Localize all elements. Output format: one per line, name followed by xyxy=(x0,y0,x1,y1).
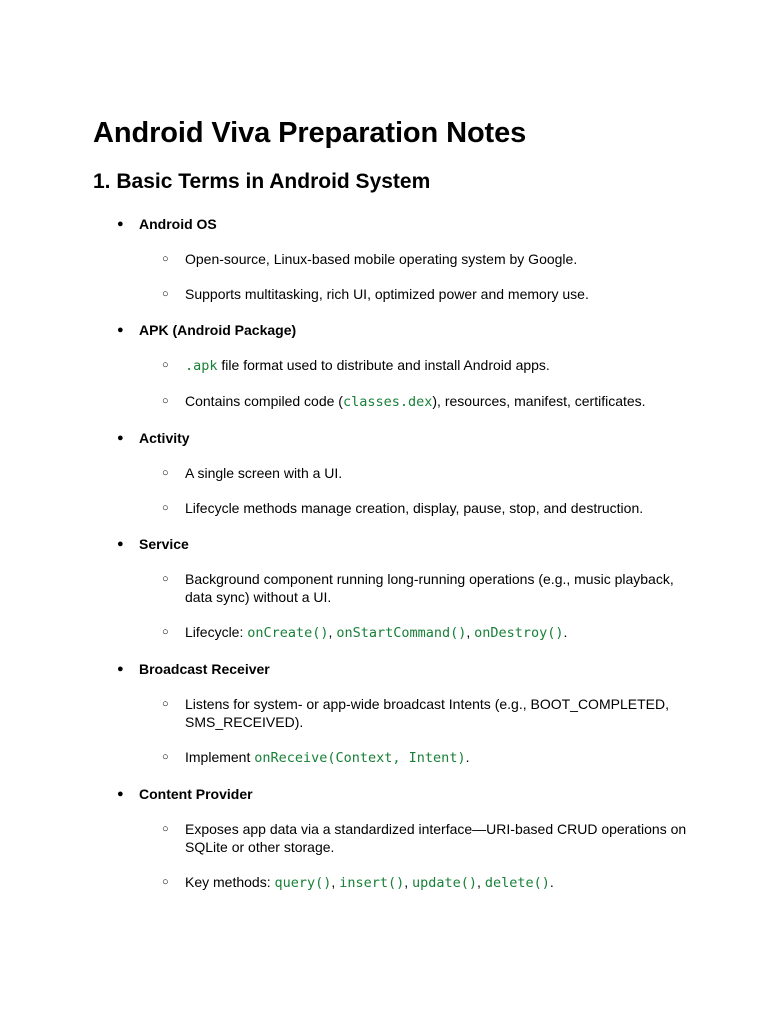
circle-bullet-icon: ○ xyxy=(162,288,169,300)
bullet-icon: ● xyxy=(117,538,124,550)
circle-bullet-icon: ○ xyxy=(162,751,169,763)
term-name: APK (Android Package) xyxy=(139,322,297,338)
sub-text: Supports multitasking, rich UI, optimized power and memory use. xyxy=(185,286,589,302)
term-item xyxy=(93,321,693,411)
inline-code: insert() xyxy=(339,875,405,891)
terms-list xyxy=(93,215,693,892)
term-heading xyxy=(93,215,693,233)
sub-item xyxy=(93,695,695,731)
term-heading xyxy=(93,429,693,447)
sub-list xyxy=(93,695,693,767)
sub-text: Background component running long-running operations (e.g., music playback, data sync) without a UI. xyxy=(185,571,674,605)
section-heading: 1. Basic Terms in Android System xyxy=(93,170,431,193)
sub-list xyxy=(93,356,693,411)
sub-text: file format used to distribute and install Android apps. xyxy=(217,357,550,373)
sub-text: . xyxy=(563,624,568,640)
inline-code: onStartCommand() xyxy=(336,625,467,641)
sub-item xyxy=(93,285,695,303)
sub-text: Exposes app data via a standardized interface—URI-based CRUD operations on SQLite or other storage. xyxy=(185,821,687,855)
bullet-icon: ● xyxy=(117,218,124,230)
sub-text: Lifecycle: xyxy=(185,624,248,640)
sub-text: Listens for system- or app-wide broadcast Intents (e.g., BOOT_COMPLETED, SMS_RECEIVED). xyxy=(185,696,669,730)
sub-text: , xyxy=(477,874,485,890)
sub-item xyxy=(93,250,695,268)
term-name: Activity xyxy=(139,430,190,446)
circle-bullet-icon: ○ xyxy=(162,395,169,407)
sub-text: , xyxy=(404,874,412,890)
bullet-icon: ● xyxy=(117,663,124,675)
circle-bullet-icon: ○ xyxy=(162,823,169,835)
sub-list xyxy=(93,464,693,517)
inline-code: onCreate() xyxy=(247,625,329,641)
sub-text: Contains compiled code ( xyxy=(185,393,343,409)
circle-bullet-icon: ○ xyxy=(162,573,169,585)
term-item xyxy=(93,660,693,767)
sub-text: . xyxy=(549,874,554,890)
term-heading xyxy=(93,660,693,678)
sub-item xyxy=(93,873,695,892)
circle-bullet-icon: ○ xyxy=(162,626,169,638)
term-heading xyxy=(93,535,693,553)
document-page xyxy=(93,113,693,892)
sub-text: ), resources, manifest, certificates. xyxy=(432,393,646,409)
inline-code: .apk xyxy=(185,358,218,374)
sub-item xyxy=(93,499,695,517)
term-item xyxy=(93,785,693,892)
bullet-icon: ● xyxy=(117,788,124,800)
sub-text: , xyxy=(328,624,337,640)
term-name: Broadcast Receiver xyxy=(139,661,270,677)
circle-bullet-icon: ○ xyxy=(162,467,169,479)
sub-item xyxy=(93,820,695,856)
inline-code: onReceive(Context, Intent) xyxy=(254,750,466,766)
circle-bullet-icon: ○ xyxy=(162,876,169,888)
bullet-icon: ● xyxy=(117,324,124,336)
sub-text: Open-source, Linux-based mobile operating system by Google. xyxy=(185,251,578,267)
sub-item xyxy=(93,570,695,606)
inline-code: update() xyxy=(412,875,478,891)
sub-item xyxy=(93,748,695,767)
inline-code: classes.dex xyxy=(342,394,433,410)
inline-code: query() xyxy=(274,875,332,891)
sub-text: , xyxy=(331,874,340,890)
sub-list xyxy=(93,570,693,642)
sub-text: A single screen with a UI. xyxy=(185,465,343,481)
circle-bullet-icon: ○ xyxy=(162,698,169,710)
circle-bullet-icon: ○ xyxy=(162,253,169,265)
sub-list xyxy=(93,250,693,303)
bullet-icon: ● xyxy=(117,432,124,444)
circle-bullet-icon: ○ xyxy=(162,359,169,371)
sub-item xyxy=(93,356,695,375)
term-name: Android OS xyxy=(139,216,217,232)
sub-text: , xyxy=(466,624,475,640)
term-heading xyxy=(93,785,693,803)
term-heading xyxy=(93,321,693,339)
circle-bullet-icon: ○ xyxy=(162,502,169,514)
term-item xyxy=(93,215,693,303)
term-item xyxy=(93,429,693,517)
term-name: Service xyxy=(139,536,189,552)
inline-code: delete() xyxy=(484,875,550,891)
term-item xyxy=(93,535,693,642)
sub-text: Implement xyxy=(185,749,255,765)
page-title: Android Viva Preparation Notes xyxy=(93,117,527,149)
sub-text: Key methods: xyxy=(185,874,275,890)
sub-text: Lifecycle methods manage creation, display, pause, stop, and destruction. xyxy=(185,500,644,516)
sub-item xyxy=(93,392,695,411)
sub-item xyxy=(93,464,695,482)
sub-text: . xyxy=(465,749,470,765)
term-name: Content Provider xyxy=(139,786,253,802)
sub-item xyxy=(93,623,695,642)
sub-list xyxy=(93,820,693,892)
inline-code: onDestroy() xyxy=(474,625,564,641)
